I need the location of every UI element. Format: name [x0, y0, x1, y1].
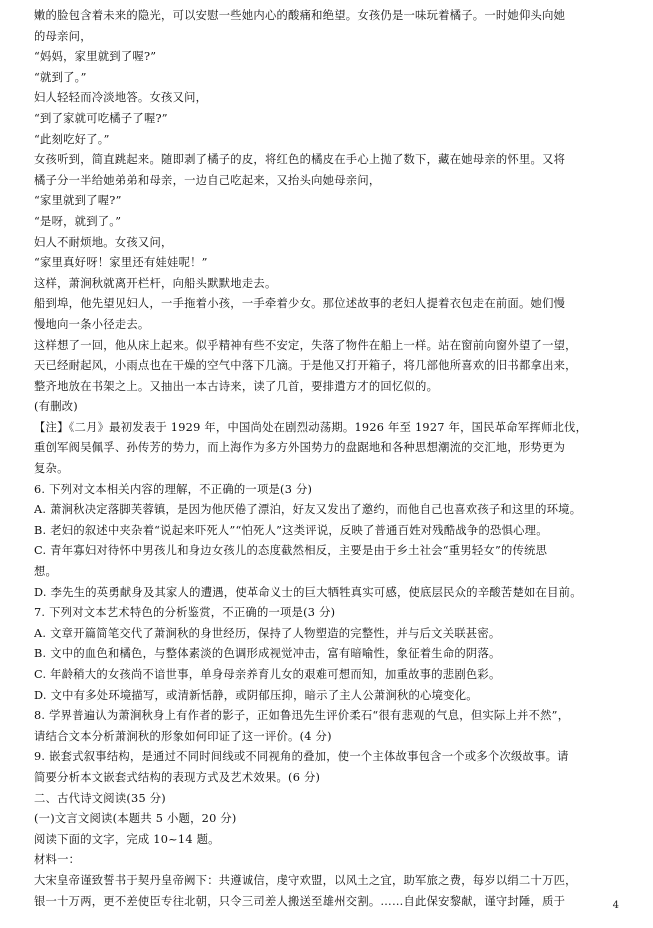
text-line: 8. 学界普遍认为萧涧秋身上有作者的影子，正如鲁迅先生评价柔石“很有悲观的气息，但实际上并不然”，	[34, 709, 570, 723]
text-line: “家里就到了喔?”	[34, 194, 122, 208]
text-line: 复杂。	[34, 462, 69, 476]
text-line: “妈妈，家里就到了喔?”	[34, 50, 157, 64]
text-line: 银一十万两，更不差使臣专往北朝，只令三司差人搬送至雄州交割。……自此保安黎献，谨守封陲，质于	[34, 894, 566, 908]
text-line: 6. 下列对文本相关内容的理解，不正确的一项是(3 分)	[34, 482, 313, 496]
text-line: 嫩的脸包含着未来的隐光，可以安慰一些她内心的酸痛和绝望。女孩仍是一味玩着橘子。一时她仰头向她	[34, 9, 566, 22]
text-line: 【注】《二月》最初发表于 1929 年，中国尚处在剧烈动荡期。1926 年至 1927 年，国民革命军挥师北伐，	[34, 420, 588, 434]
text-line: 船到埠，他先望见妇人，一手拖着小孩，一手牵着少女。那位述故事的老妇人提着衣包走在前面。她们慢	[34, 297, 566, 311]
text-line: 重创军阀吴佩孚、孙传芳的势力，而上海作为多方外国势力的盘踞地和各种思想潮流的交汇地，形势更为	[34, 441, 566, 455]
text-line: 的母亲问，	[34, 29, 92, 43]
text-line: “到了家就可吃橘子了喔?”	[34, 111, 168, 125]
text-line: 简要分析本文嵌套式结构的表现方式及艺术效果。(6 分)	[34, 770, 321, 784]
text-line: 想。	[34, 565, 58, 579]
text-line: “家里真好呀！家里还有娃娃呢！”	[34, 256, 208, 270]
text-line: “此刻吃好了。”	[34, 132, 110, 146]
text-line: 女孩听到，简直跳起来。随即剥了橘子的皮，将红色的橘皮在手心上抛了数下，藏在她母亲的怀里。又将	[34, 153, 566, 167]
text-line: 整齐地放在书架之上。又抽出一本古诗来，读了几首，要排遣方才的回忆似的。	[34, 379, 439, 393]
text-line: D. 李先生的英勇献身及其家人的遭遇，使革命义士的巨大牺牲真实可感，使底层民众的辛酸苦楚如在目前。	[34, 585, 582, 599]
text-line: (一)文言文阅读(本题共 5 小题，20 分)	[34, 812, 237, 826]
text-line: B. 文中的血色和橘色，与整体素淡的色调形成视觉冲击，富有暗喻性，象征着生命的阴落。	[34, 647, 501, 661]
text-line: 材料一：	[34, 853, 81, 867]
text-line: C. 年龄稍大的女孩尚不谙世事，单身母亲养育儿女的艰难可想而知，加重故事的悲剧色彩。	[34, 668, 501, 681]
text-line: 请结合文本分析萧涧秋的形象如何印证了这一评价。(4 分)	[34, 729, 332, 743]
text-line: 这样，萧涧秋就离开栏杆，向船头默默地走去。	[34, 276, 277, 290]
text-line: 慢地向一条小径走去。	[34, 317, 150, 331]
text-line: 二、古代诗文阅读(35 分)	[34, 791, 166, 805]
text-line: 妇人不耐烦地。女孩又问，	[34, 235, 173, 249]
text-line: “是呀，就到了。”	[34, 214, 122, 228]
text-line: 这样想了一回，他从床上起来。似乎精神有些不安定，失落了物件在船上一样。站在窗前向窗外望了一望，	[34, 338, 577, 352]
text-line: 橘子分一半给她弟弟和母亲，一边自己吃起来，又抬头向她母亲问，	[34, 173, 381, 187]
text-line: B. 老妇的叙述中夹杂着“说起来吓死人”“怕死人”这类评说，反映了普通百姓对残酷战争的恐惧心理。	[34, 523, 548, 537]
text-line: 妇人轻轻而冷淡地答。女孩又问，	[34, 91, 208, 105]
text-line: A. 文章开篇简笔交代了萧涧秋的身世经历，保持了人物塑造的完整性，并与后文关联甚密。	[34, 626, 501, 640]
text-line: A. 萧涧秋决定落脚芙蓉镇，是因为他厌倦了漂泊，好友又发出了邀约，而他自己也喜欢孩子和这里的环境。	[34, 503, 582, 517]
text-line: 大宋皇帝谨致誓书于契丹皇帝阙下：共遵诚信，虔守欢盟，以风土之宜，助军旅之费，每岁以绢二十万匹，	[34, 873, 577, 887]
text-line: (有删改)	[34, 400, 78, 414]
text-line: 9. 嵌套式叙事结构，是通过不同时间线或不同视角的叠加，使一个主体故事包含一个或多个次级故事。请	[34, 750, 569, 764]
text-line: 阅读下面的文字，完成 10~14 题。	[34, 832, 220, 846]
text-line: 天已经耐起风，小雨点也在干燥的空气中落下几滴。于是他又打开箱子，将几部他所喜欢的旧书都拿出来，	[34, 359, 577, 373]
text-line: C. 青年寡妇对待怀中男孩儿和身边女孩儿的态度截然相反，主要是由于乡土社会“重男轻女”的传统思	[34, 544, 548, 558]
page-number: 4	[612, 900, 619, 911]
text-line: D. 文中有多处环境描写，或清新恬静，或阴郁压抑，暗示了主人公萧涧秋的心境变化。	[34, 688, 478, 702]
text-line: 7. 下列对文本艺术特色的分析鉴赏，不正确的一项是(3 分)	[34, 606, 336, 620]
text-line: “就到了。”	[34, 70, 87, 84]
